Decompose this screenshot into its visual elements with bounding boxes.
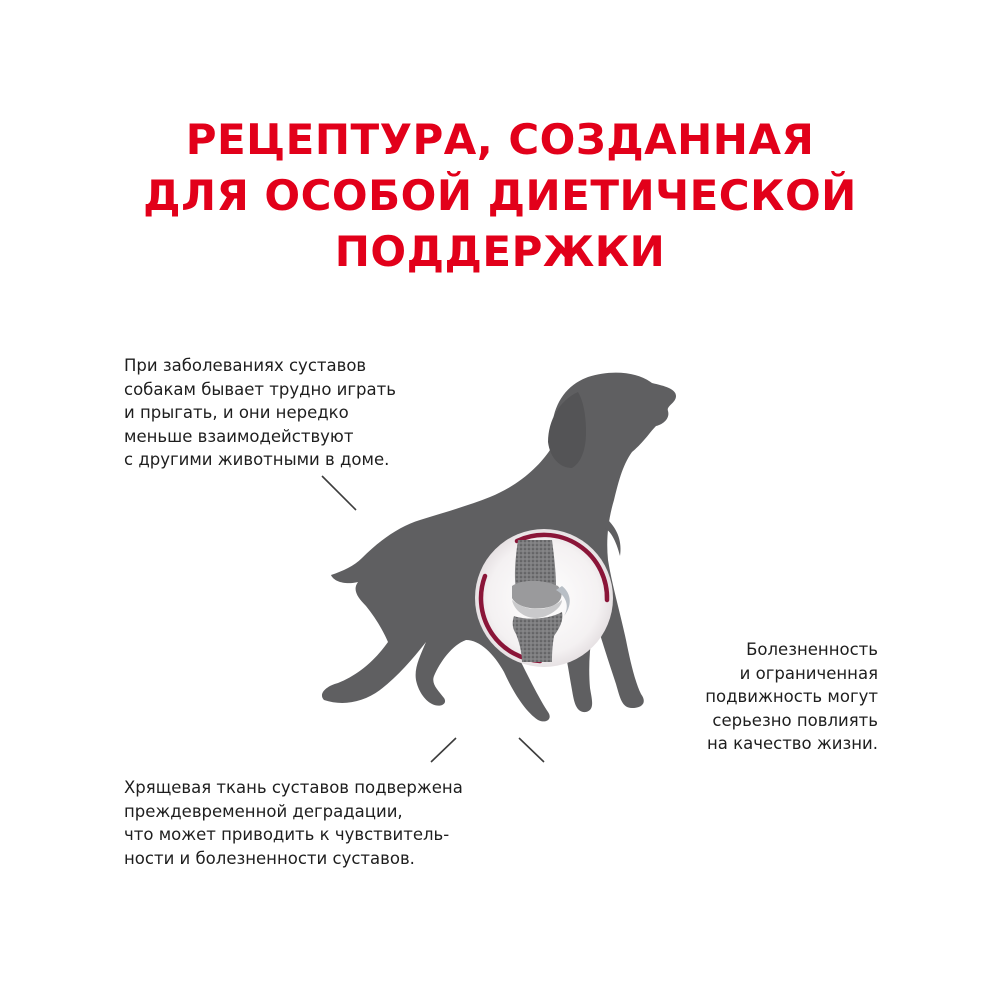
leader-line-top-left — [124, 476, 356, 510]
dog-ear — [548, 392, 586, 468]
callout-line: Болезненность — [746, 640, 878, 659]
callout-line: собакам бывает трудно играть — [124, 379, 396, 399]
headline-line: ДЛЯ ОСОБОЙ ДИЕТИЧЕСКОЙ — [143, 171, 857, 220]
joint-illustration — [475, 529, 613, 667]
callout-bottom-right — [705, 638, 878, 756]
callout-line: и ограниченная — [739, 663, 878, 683]
callout-line: на качество жизни. — [707, 734, 878, 753]
callout-line: ности и болезненности суставов. — [124, 848, 415, 868]
callout-line: серьезно повлиять — [712, 710, 878, 730]
callout-line: что может приводить к чувствитель- — [124, 825, 450, 844]
callout-line: и прыгать, и они нередко — [124, 403, 349, 422]
callout-top-left — [124, 354, 396, 472]
callout-line: подвижность могут — [705, 687, 878, 706]
callout-bottom-left — [124, 776, 463, 870]
headline-line: ПОДДЕРЖКИ — [334, 227, 666, 276]
headline — [0, 112, 1000, 280]
callout-line: При заболеваниях суставов — [124, 356, 367, 375]
callout-line: с другими животными в доме. — [124, 450, 390, 469]
headline-line: РЕЦЕПТУРА, СОЗДАННАЯ — [185, 115, 815, 164]
callout-line: преждевременной деградации, — [124, 801, 403, 821]
callout-line: Хрящевая ткань суставов подвержена — [124, 778, 463, 797]
leader-line-bottom-left — [124, 738, 456, 762]
callout-line: меньше взаимодействуют — [124, 426, 354, 446]
